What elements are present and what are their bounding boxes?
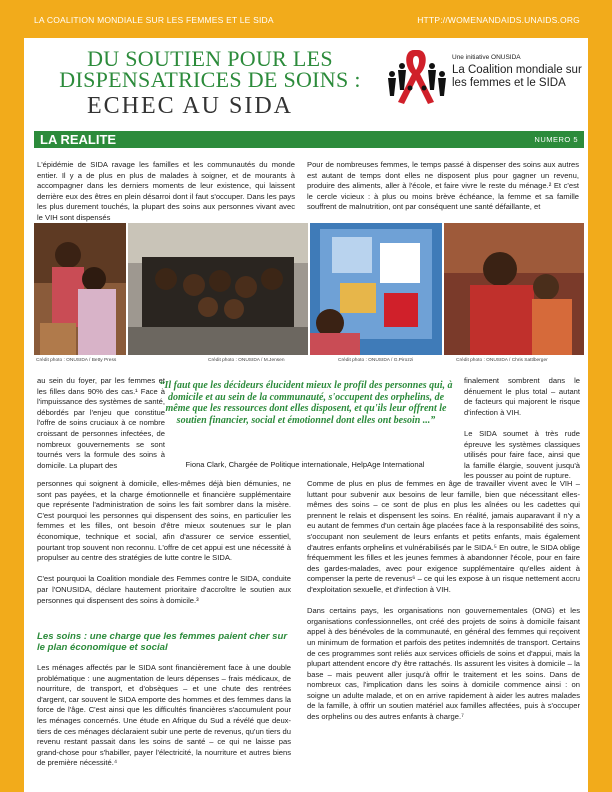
logo-name: [452, 64, 592, 90]
section-subheading: Les soins : une charge que les femmes paient cher sur le plan économique et social: [37, 631, 288, 653]
col2-paragraph-1: Comme de plus en plus de femmes en âge de travailler vivent avec le VIH – luttant pour subvenir aux besoins de leur famille, bien que nécessitant elles-mêmes des soins – ce sont de plus en plus les aînées ou les cadettes qui prennent le relais et dispensent les soins. En réalité, jamais auparavant il n'y a eu autant de femmes d'un certain âge placées face à la responsabilité des soins, s'occupant non seulement de leurs enfants et petits enfants, mais également d'autres enfants orphelins et vulnérabilisés par le SIDA.⁵ En outre, le SIDA oblige fréquemment les filles et les jeunes femmes à abandonner l'école, pour en faire des gardes-malades, avec pour exigence supplémentaire qu'elles aident à compenser la perte de revenus⁶ – ce qui les expose à un risque nettement accru d'exploitation sexuelle, et d'infection à VIH.: [307, 479, 580, 594]
pull-quote: “Il faut que les décideurs élucident mieux le profil des personnes qui, à domicile et au sein de la communauté, s'occupent des orphelins, de même que les ressources dont elles disposent, et qu'ils leur offrent le soutien financier, social et émotionnel dont elles ont besoin ...”: [159, 380, 453, 427]
coalition-logo: [384, 44, 584, 110]
ribbon-people-icon: [384, 44, 450, 110]
header-url[interactable]: HTTP://WOMENANDAIDS.UNAIDS.ORG: [417, 15, 580, 25]
logo-name-line-2: les femmes et le SIDA: [452, 77, 566, 89]
col2-main-text: [307, 479, 580, 723]
issue-number: NUMERO 5: [534, 135, 578, 144]
page-subtitle: ECHEC AU SIDA: [86, 93, 293, 119]
photo-credit-3: Crédit photo : ONUSIDA / G.Pirozzi: [338, 358, 414, 363]
photo-credit-2: Crédit photo : ONUSIDA / M.Jensen: [208, 358, 285, 363]
intro-left-text: L'épidémie de SIDA ravage les familles et les communautés du monde entier. Il y a de plus en plus de malades à soigner, et de mourants à accompagner dans les derniers moments de leur existence, qui laissent derrière eux des êtres en plein désarroi dont il faut s'occuper. Dans les pays les plus durement touchés, la plupart des soins aux personnes vivant avec le VIH sont dispensés: [37, 160, 295, 222]
col1-main-text: [37, 479, 291, 606]
title-line-2: DISPENSATRICES DE SOINS :: [59, 67, 361, 92]
col1-paragraph-2: C'est pourquoi la Coalition mondiale des Femmes contre le SIDA, conduite par l'ONUSIDA, déclare hautement prioritaire d'accroître le soutien aux personnes qui dispensent des soins à domicile.³: [37, 574, 291, 605]
col3-paragraph-2: Le SIDA soumet à très rude épreuve les systèmes classiques utilisés pour faire face, ainsi que la famille élargie, souvent jusqu'à les pousser au point de rupture.: [464, 428, 580, 481]
left-border: [0, 38, 24, 792]
right-border: [588, 38, 612, 792]
col3-top-text: [464, 376, 580, 482]
section-heading: LA REALITE: [40, 132, 117, 147]
photo-credit-1: Crédit photo : ONUSIDA / Betty Press: [36, 358, 117, 363]
header-bar: [0, 0, 612, 38]
header-organization: LA COALITION MONDIALE SUR LES FEMMES ET LE SIDA: [34, 15, 274, 25]
col1-top-text: au sein du foyer, par les femmes et les filles dans 90% des cas.¹ Face à l'impuissance des systèmes de santé, débordés par l'enjeu que constitue l'offre de soins cruciaux à ce nombre croissant de personnes infectées, de nombreux gouvernements se sont tournés vers la formule des soins à domicile. La plupart des: [37, 376, 165, 470]
logo-initiative: Une initiative ONUSIDA: [452, 54, 521, 61]
col1-paragraph-1: personnes qui soignent à domicile, elles-mêmes déjà bien démunies, ne sont pas payées, et la charge émotionnelle et financière supplémentaire que représente l'administration de soins les fait sombrer dans la misère. C'est pourquoi les personnes qui dispensent des soins, en particulier les femmes et les filles, ont besoin d'être mieux soutenues sur le plan économique, technique et social, afin d'assurer ce service essentiel, pourtant trop souvent non reconnu. L'offre de cet appui est une nécessité à propulser au centre des stratégies de lutte contre le SIDA.: [37, 479, 291, 563]
intro-right-text: Pour de nombreuses femmes, le temps passé à dispenser des soins aux autres est autant de temps dont elles ne disposent plus pour gagner un revenu, produire des aliments, aller à l'école, et faire vivre le reste du ménage.² Et c'est le cercle vicieux : à plus ou moins brève échéance, la femme et sa famille souffrent de malnutrition, ont par conséquent une santé défaillante, et: [307, 160, 579, 212]
photo-credit-4: Crédit photo : ONUSIDA / Chris Sattlberger: [456, 358, 548, 363]
col2-paragraph-2: Dans certains pays, les organisations non gouvernementales (ONG) et les organisations confessionnelles, ont créé des projets de soins à domicile faisant appel à des bénévoles de la communauté, en général des femmes qui reçoivent un minimum de formation et parfois des petites indemnités de transport. Certains de ces programmes sont reliés aux services officiels de soins et d'appui, mais la plupart attendent encore d'y être rattachés. Ils assurent les visites à domicile – la base – mais peuvent aller jusqu'à offrir le traitement et les soins. Dans de nombreux cas, l'implication dans les soins à domicile commence ainsi : on soigne un adulte malade, et on en arrive rapidement à aider les autres malades de la famille, à offrir un soutien matériel aux familles affectées, puis à s'occuper des orphelins ou des autres enfants à charge.⁷: [307, 606, 580, 722]
photo-credits: [36, 358, 584, 368]
logo-name-line-1: La Coalition mondiale sur: [452, 64, 582, 76]
title-line-1: DU SOUTIEN POUR LES: [87, 46, 333, 71]
photo-girls: [34, 223, 126, 355]
col3-paragraph-1: finalement sombrent dans le dénuement le plus total – autant de facteurs qui majorent le risque d'infection à VIH.: [464, 376, 580, 417]
page-title: [40, 48, 380, 90]
photo-woman-child: [444, 223, 584, 355]
photo-children: [128, 223, 308, 355]
quote-attribution: Fiona Clark, Chargée de Politique internationale, HelpAge International: [185, 460, 425, 469]
section-bar: [34, 131, 584, 148]
photo-strip: [34, 223, 584, 355]
photo-woman-patchwork: [310, 223, 442, 355]
col1-paragraph-3: Les ménages affectés par le SIDA sont financièrement face à une double problématique : une augmentation de leurs dépenses – frais médicaux, de nourriture, de transport, et d'obsèques – et une chute des rentrées d'argent, car souvent le SIDA emporte des hommes et des femmes dans la force de l'âge. C'est ainsi que les difficultés financières s'accumulent pour les ménages concernés. Une étude en Afrique du Sud a révélé que deux-tiers de ces ménages déclaraient subir une perte de revenus, qu'un tiers du revenu restant passait dans les soins de santé – ce qui ne laisse pas grand-chose pour s'habiller, payer l'électricité, la nourriture et autres biens de première nécessité.⁴: [37, 663, 291, 768]
